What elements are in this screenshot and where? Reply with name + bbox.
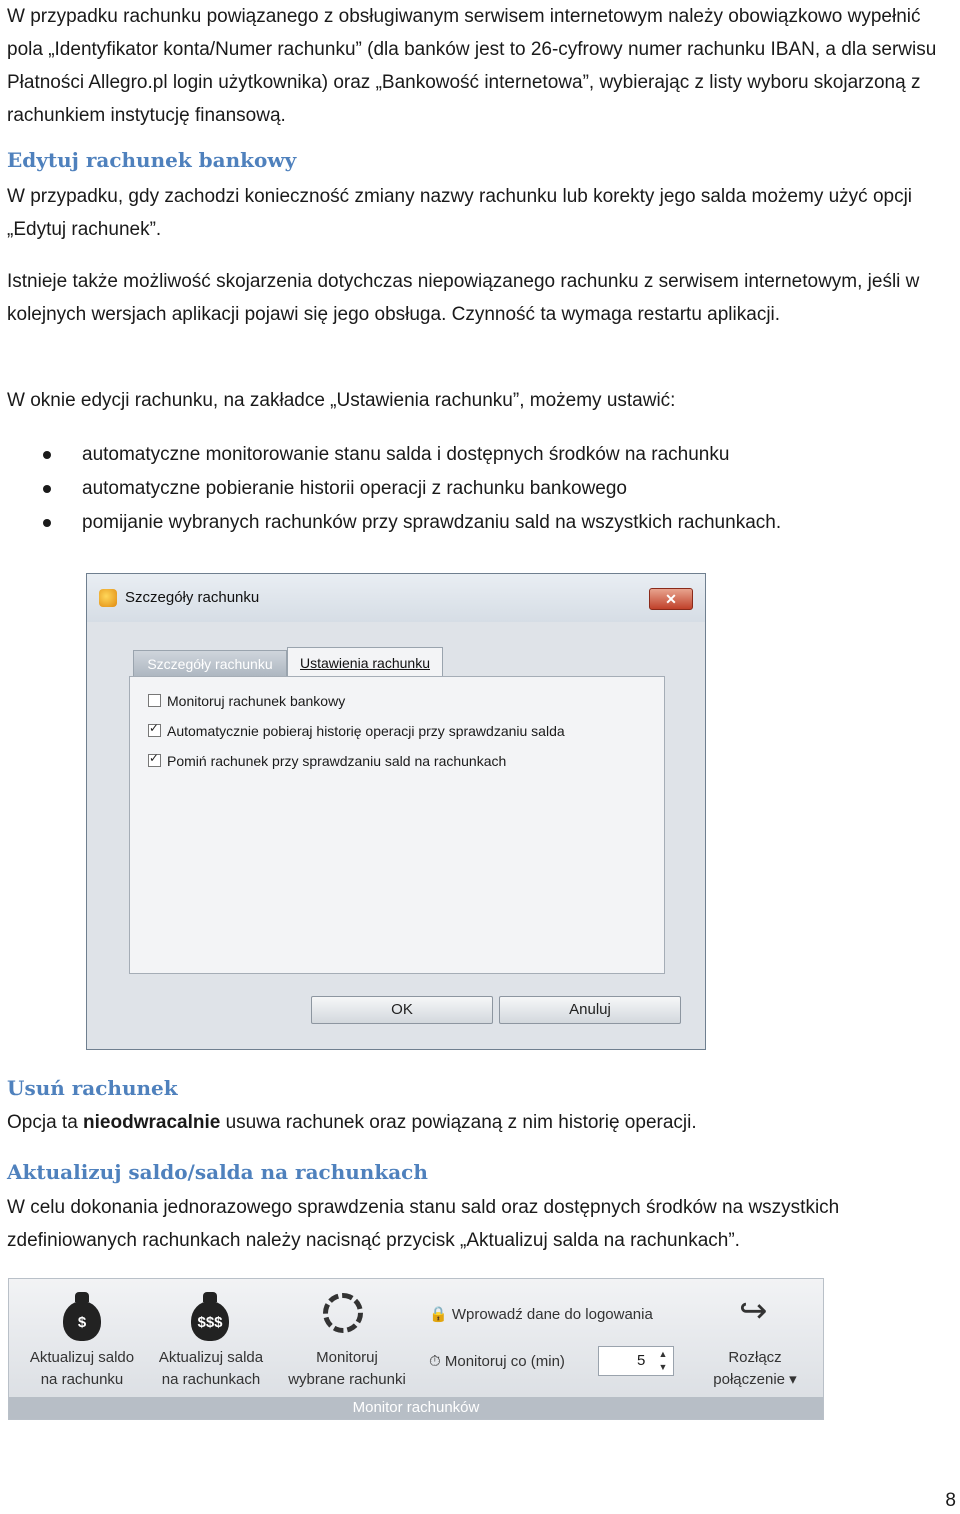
update-all-balances-button[interactable]: Aktualizuj salda na rachunkach — [158, 1349, 264, 1388]
checkbox-checked-icon — [148, 754, 161, 767]
edit-paragraph-3: W oknie edycji rachunku, na zakładce „Ustawienia rachunku”, możemy ustawić: — [7, 390, 676, 411]
monitor-interval-label: ⏱ Monitoruj co (min) — [429, 1353, 565, 1370]
heading-update-balance: Aktualizuj saldo/salda na rachunkach — [7, 1160, 428, 1184]
login-button[interactable]: 🔒 Wprowadź dane do logowania — [429, 1306, 653, 1323]
ribbon-group-label: Monitor rachunków — [9, 1397, 823, 1419]
refresh-icon — [323, 1293, 363, 1333]
checkbox-monitor-account[interactable]: Monitoruj rachunek bankowy — [148, 693, 345, 709]
close-button[interactable]: ✕ — [649, 588, 693, 610]
edit-paragraph-2: Istnieje także możliwość skojarzenia dotychczas niepowiązanego rachunku z serwisem internetowym, jeśli w kolejnych wersjach aplikacji pojawi się jego obsługa. Czynność ta wymaga restartu aplikacji. — [7, 271, 920, 325]
dialog-titlebar — [87, 574, 705, 622]
checkbox-auto-fetch-history[interactable]: ✓Automatycznie pobieraj historię operacji przy sprawdzaniu salda — [148, 723, 565, 739]
settings-panel — [129, 676, 665, 974]
checkbox-skip-account[interactable]: ✓Pomiń rachunek przy sprawdzaniu sald na rachunkach — [148, 753, 506, 769]
tab-account-settings[interactable]: Ustawienia rachunku — [287, 647, 443, 677]
ribbon-monitor-group — [8, 1278, 824, 1420]
monitor-selected-button[interactable]: Monitoruj wybrane rachunki — [288, 1349, 406, 1388]
heading-edit-account: Edytuj rachunek bankowy — [7, 148, 297, 172]
app-icon — [99, 589, 117, 607]
ok-button[interactable]: OK — [311, 996, 493, 1024]
list-item: pomijanie wybranych rachunków przy sprawdzaniu sald na wszystkich rachunkach. — [0, 506, 781, 540]
cancel-button[interactable]: Anuluj — [499, 996, 681, 1024]
delete-paragraph: Opcja ta nieodwracalnie usuwa rachunek oraz powiązaną z nim historię operacji. — [7, 1112, 697, 1133]
heading-delete-account: Usuń rachunek — [7, 1076, 178, 1100]
checkbox-checked-icon — [148, 724, 161, 737]
update-paragraph: W celu dokonania jednorazowego sprawdzenia stanu sald oraz dostępnych środków na wszystkich zdefiniowanych rachunkach należy nacisnąć przycisk „Aktualizuj salda na rachunkach”. — [7, 1197, 840, 1251]
stopwatch-icon: ⏱ — [429, 1353, 441, 1370]
disconnect-button[interactable]: Rozłącz połączenie ▾ — [713, 1349, 797, 1388]
update-balance-button[interactable]: Aktualizuj saldo na rachunku — [29, 1349, 135, 1388]
disconnect-icon: ↪ — [739, 1292, 768, 1330]
account-details-dialog — [86, 573, 706, 1050]
intro-paragraph: W przypadku rachunku powiązanego z obsługiwanym serwisem internetowym należy obowiązkowo wypełnić pola „Identyfikator konta/Numer rachunku” (dla banków jest to 26-cyfrowy numer rachunku IBAN, a dla serwisu Płatności Allegro.pl login użytkownika) oraz „Bankowość internetowa”, wybierając z listy wyboru skojarzoną z rachunkiem instytucję finansową. — [7, 6, 937, 126]
checkbox-unchecked-icon — [148, 694, 161, 707]
money-bag-icon: $ — [63, 1301, 101, 1341]
lock-icon: 🔒 — [429, 1306, 448, 1323]
dialog-title: Szczegóły rachunku — [125, 589, 260, 606]
money-bags-icon: $$$ — [191, 1301, 229, 1341]
tab-account-details[interactable]: Szczegóły rachunku — [133, 650, 287, 676]
bullet-icon — [43, 519, 51, 527]
interval-value: 5 — [637, 1352, 646, 1369]
list-item: automatyczne monitorowanie stanu salda i dostępnych środków na rachunku — [0, 438, 781, 472]
edit-paragraph-1: W przypadku, gdy zachodzi konieczność zmiany nazwy rachunku lub korekty jego salda możemy użyć opcji „Edytuj rachunek”. — [7, 186, 913, 240]
stepper-arrows-icon[interactable]: ▲ ▼ — [658, 1349, 668, 1372]
bullet-icon — [43, 451, 51, 459]
list-item: automatyczne pobieranie historii operacji z rachunku bankowego — [0, 472, 781, 506]
settings-list — [0, 438, 781, 540]
interval-stepper[interactable] — [598, 1346, 674, 1376]
bullet-icon — [43, 485, 51, 493]
page-number: 8 — [945, 1490, 956, 1511]
